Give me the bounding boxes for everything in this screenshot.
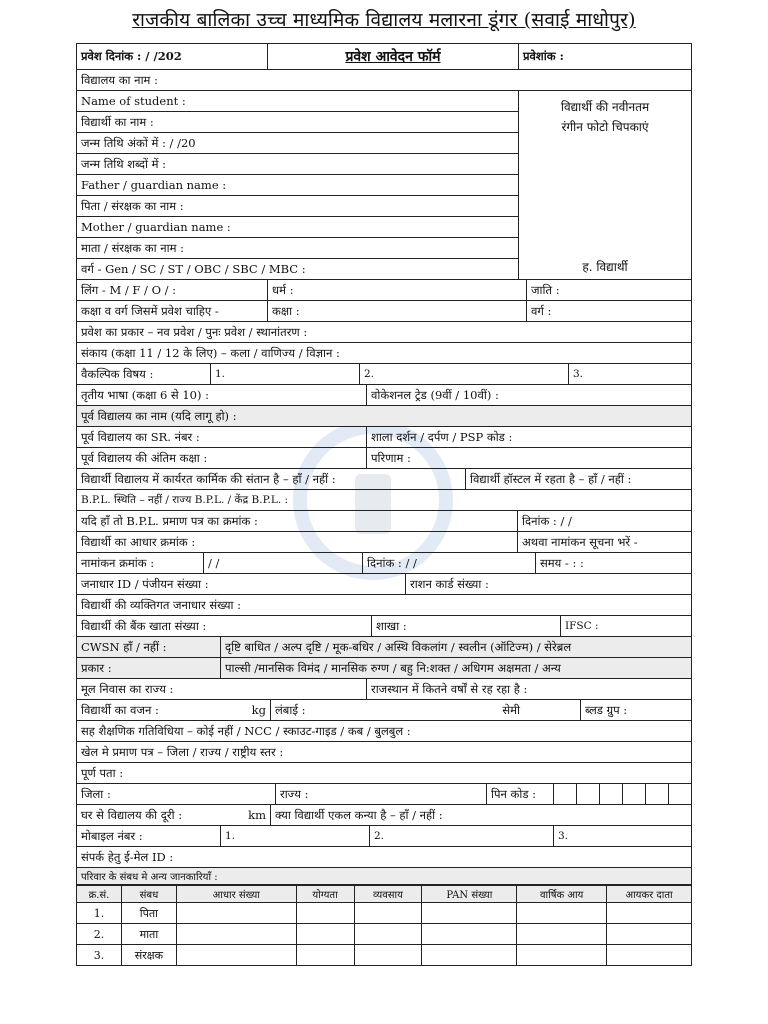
student-name-hindi-field[interactable]: विद्यार्थी का नाम : bbox=[77, 112, 518, 133]
vocational-trade-field[interactable]: वोकेशनल ट्रेड (9वीं / 10वीं) : bbox=[366, 385, 691, 405]
family-col-qualification: योग्यता bbox=[296, 886, 354, 903]
form-title: प्रवेश आवेदन फॉर्म bbox=[267, 44, 518, 69]
family-col-occupation: व्यवसाय bbox=[354, 886, 422, 903]
staff-child-field[interactable]: विद्यार्थी विद्यालय में कार्यरत कार्मिक की संतान है – हाँ / नहीं : bbox=[81, 471, 336, 486]
mobile-number-2[interactable]: 2. bbox=[369, 826, 553, 846]
optional-subject-2[interactable]: 2. bbox=[359, 364, 568, 384]
pincode-boxes[interactable] bbox=[553, 784, 691, 804]
family-relation: संरक्षक bbox=[121, 945, 176, 966]
bpl-date-field[interactable]: दिनांक : / / bbox=[517, 511, 691, 531]
enrolment-date-field[interactable]: दिनांक : / / bbox=[362, 553, 535, 573]
aadhar-alternative-label: अथवा नामांकन सूचना भरें - bbox=[517, 532, 691, 552]
janadhar-id-field[interactable]: जनाधार ID / पंजीयन संख्या : bbox=[81, 576, 209, 591]
ration-card-field[interactable]: राशन कार्ड संख्या : bbox=[405, 574, 691, 594]
co-curricular-field[interactable]: सह शैक्षणिक गतिविधिया – कोई नहीं / NCC / स्काउट-गाइड / कब / बुलबुल : bbox=[81, 723, 411, 738]
family-col-pan: PAN संख्या bbox=[422, 886, 517, 903]
shala-darpan-field[interactable]: शाला दर्शन / दर्पण / PSP कोड : bbox=[366, 427, 691, 447]
enrolment-time-field[interactable]: समय - : : bbox=[535, 553, 691, 573]
father-name-field[interactable]: Father / guardian name : bbox=[77, 175, 518, 196]
school-name-field[interactable]: विद्यालय का नाम : bbox=[81, 72, 158, 87]
state-field[interactable]: राज्य : bbox=[275, 784, 486, 804]
family-info-heading: परिवार के संबध मे अन्य जानकारियाँ : bbox=[81, 872, 218, 883]
distance-unit: km bbox=[248, 808, 266, 822]
dob-digits-field[interactable]: जन्म तिथि अंकों में : / /20 bbox=[77, 133, 518, 154]
mobile-number-label: मोबाइल नंबर : bbox=[81, 828, 143, 843]
hostel-field[interactable]: विद्यार्थी हॉस्टल में रहता है – हाँ / नहीं : bbox=[465, 469, 691, 489]
previous-class-field[interactable]: पूर्व विद्यालय की अंतिम कक्षा : bbox=[81, 450, 208, 465]
mother-name-field[interactable]: Mother / guardian name : bbox=[77, 217, 518, 238]
table-row bbox=[77, 945, 692, 966]
family-col-income: वार्षिक आय bbox=[517, 886, 607, 903]
third-language-field[interactable]: तृतीय भाषा (कक्षा 6 से 10) : bbox=[81, 387, 210, 402]
student-signature-label: ह. विद्यार्थी bbox=[582, 260, 628, 274]
family-col-aadhar: आधार संख्या bbox=[176, 886, 296, 903]
family-relation: माता bbox=[121, 924, 176, 945]
family-col-serial: क्र.सं. bbox=[77, 886, 122, 903]
bpl-status-field[interactable]: B.P.L. स्थिति – नहीं / राज्य B.P.L. / केंद्र B.P.L. : bbox=[81, 494, 289, 506]
religion-field[interactable]: धर्म : bbox=[267, 280, 526, 300]
email-field[interactable]: संपर्क हेतु ई-मेल ID : bbox=[81, 849, 174, 864]
family-col-relation: संबध bbox=[121, 886, 176, 903]
cwsn-field[interactable]: CWSN हाँ / नहीं : bbox=[77, 637, 220, 658]
pincode-label: पिन कोड : bbox=[491, 786, 537, 801]
section-field[interactable]: वर्ग : bbox=[526, 301, 691, 321]
gender-field[interactable]: लिंग - M / F / O / : bbox=[81, 282, 177, 297]
photo-box[interactable] bbox=[518, 91, 691, 279]
class-label: कक्षा व वर्ग जिसमें प्रवेश चाहिए - bbox=[81, 303, 219, 318]
table-row bbox=[77, 924, 692, 945]
admission-type-field[interactable]: प्रवेश का प्रकार – नव प्रवेश / पुनः प्रवेश / स्थानांतरण : bbox=[81, 324, 308, 339]
personal-janadhar-field[interactable]: विद्यार्थी की व्यक्तिगत जनाधार संख्या : bbox=[81, 597, 242, 612]
family-serial: 1. bbox=[77, 903, 122, 924]
category-field[interactable]: वर्ग - Gen / SC / ST / OBC / SBC / MBC : bbox=[81, 261, 306, 276]
caste-field[interactable]: जाति : bbox=[526, 280, 691, 300]
bpl-certificate-field[interactable]: यदि हाँ तो B.P.L. प्रमाण पत्र का क्रमांक : bbox=[81, 513, 258, 528]
mobile-number-3[interactable]: 3. bbox=[553, 826, 691, 846]
weight-field[interactable]: विद्यार्थी का वजन : bbox=[81, 702, 159, 717]
previous-sr-field[interactable]: पूर्व विद्यालय का SR. नंबर : bbox=[81, 429, 200, 444]
dob-words-field[interactable]: जन्म तिथि शब्दों में : bbox=[77, 154, 518, 175]
height-field[interactable]: लंबाई : bbox=[275, 702, 306, 717]
distance-field[interactable]: घर से विद्यालय की दूरी : bbox=[81, 807, 183, 822]
admission-form bbox=[76, 43, 692, 966]
faculty-field[interactable]: संकाय (कक्षा 11 / 12 के लिए) – कला / वाणिज्य / विज्ञान : bbox=[81, 345, 340, 360]
bank-branch-field[interactable]: शाखा : bbox=[371, 616, 560, 636]
full-address-field[interactable]: पूर्ण पता : bbox=[81, 765, 124, 780]
weight-unit: kg bbox=[251, 703, 266, 717]
aadhar-field[interactable]: विद्यार्थी का आधार क्रमांक : bbox=[81, 534, 196, 549]
district-field[interactable]: जिला : bbox=[81, 786, 111, 801]
cwsn-type-label: प्रकार : bbox=[81, 660, 112, 675]
family-col-taxpayer: आयकर दाता bbox=[607, 886, 692, 903]
admission-number-field[interactable]: प्रवेशांक : bbox=[518, 44, 691, 69]
student-details-block bbox=[76, 91, 692, 280]
ifsc-field[interactable]: IFSC : bbox=[560, 616, 691, 636]
photo-instruction-line1: विद्यार्थी की नवीनतम bbox=[560, 100, 650, 114]
family-serial: 2. bbox=[77, 924, 122, 945]
disability-options-line2[interactable]: पाल्सी /मानसिक विमंद / मानसिक रुग्ण / बहु नि:शक्त / अधिगम अक्षमता / अन्य bbox=[225, 660, 561, 675]
optional-subject-label: वैकल्पिक विषय : bbox=[81, 366, 154, 381]
father-name-hindi-field[interactable]: पिता / संरक्षक का नाम : bbox=[77, 196, 518, 217]
family-relation: पिता bbox=[121, 903, 176, 924]
photo-instruction-line2: रंगीन फोटो चिपकाएं bbox=[561, 120, 649, 134]
table-row bbox=[77, 903, 692, 924]
sports-certificate-field[interactable]: खेल मे प्रमाण पत्र – जिला / राज्य / राष्ट्रीय स्तर : bbox=[81, 744, 284, 759]
family-table bbox=[76, 885, 692, 966]
school-title: राजकीय बालिका उच्च माध्यमिक विद्यालय मलारना डूंगर (सवाई माधोपुर) bbox=[132, 9, 636, 31]
enrolment-number-label: नामांकन क्रमांक : bbox=[81, 555, 155, 570]
previous-school-field[interactable]: पूर्व विद्यालय का नाम (यदि लागू हो) : bbox=[81, 408, 237, 423]
name-of-student-field[interactable]: Name of student : bbox=[77, 91, 518, 112]
admission-date-label[interactable]: प्रवेश दिनांक : / /202 bbox=[81, 49, 182, 63]
single-girl-child-field[interactable]: क्या विद्यार्थी एकल कन्या है – हाँ / नहीं : bbox=[270, 805, 691, 825]
years-in-rajasthan-field[interactable]: राजस्थान में कितने वर्षों से रह रहा है : bbox=[366, 679, 691, 699]
disability-options-line1[interactable]: दृष्टि बाधित / अल्प दृष्टि / मूक-बधिर / अस्थि विकलांग / स्वलीन (ऑटिज्म) / सेरेब्रल bbox=[221, 637, 691, 658]
optional-subject-3[interactable]: 3. bbox=[568, 364, 691, 384]
mother-name-hindi-field[interactable]: माता / संरक्षक का नाम : bbox=[77, 238, 518, 259]
bank-account-field[interactable]: विद्यार्थी की बैंक खाता संख्या : bbox=[81, 618, 207, 633]
result-field[interactable]: परिणाम : bbox=[366, 448, 691, 468]
optional-subject-1[interactable]: 1. bbox=[210, 364, 359, 384]
height-unit: सेमी bbox=[502, 702, 520, 717]
blood-group-field[interactable]: ब्लड ग्रुप : bbox=[580, 700, 691, 720]
native-state-field[interactable]: मूल निवास का राज्य : bbox=[81, 681, 174, 696]
family-serial: 3. bbox=[77, 945, 122, 966]
mobile-number-1[interactable]: 1. bbox=[220, 826, 369, 846]
enrolment-number-field[interactable]: / / bbox=[203, 553, 362, 573]
class-field[interactable]: कक्षा : bbox=[267, 301, 526, 321]
